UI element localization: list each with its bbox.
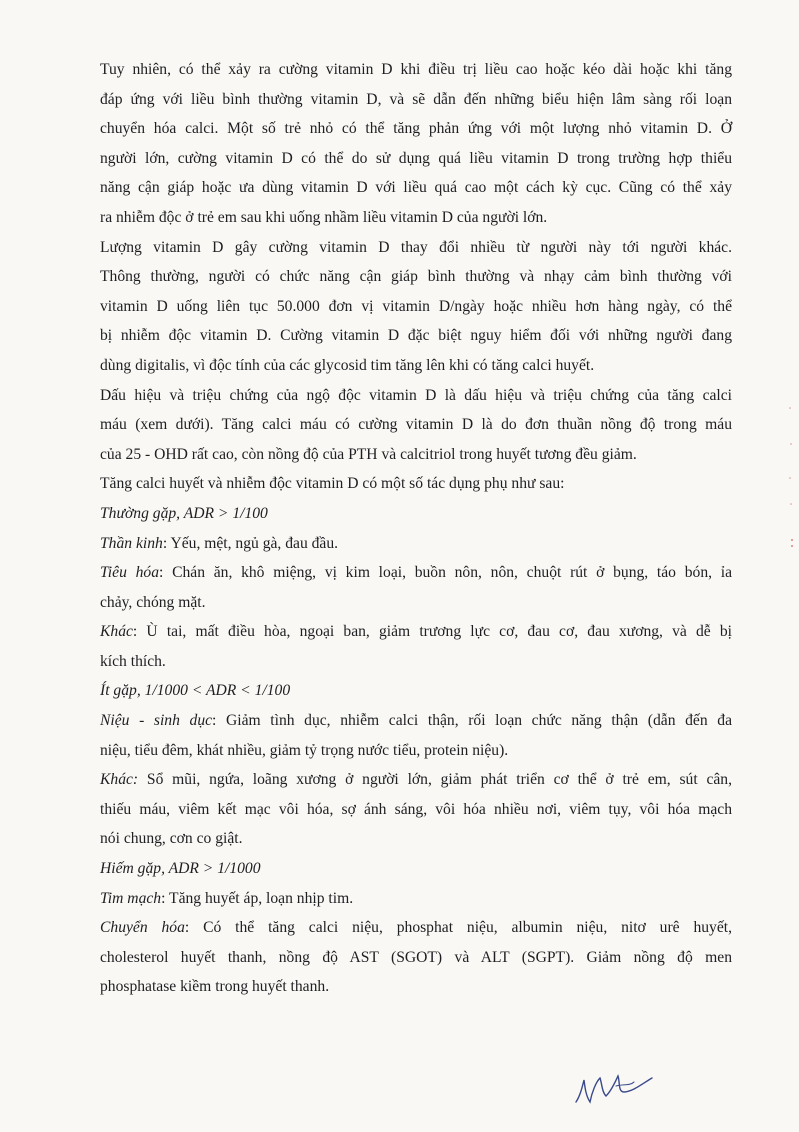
item-other-uncommon	[100, 765, 732, 795]
item-continuation: cholesterol huyết thanh, nồng độ AST (SGOT) và ALT (SGPT). Giảm nồng độ men	[100, 948, 732, 966]
item-text: Sổ mũi, ngứa, loãng xương ở người lớn, giảm phát triển cơ thể ở trẻ em, sút cân,	[138, 771, 732, 789]
item-label: Chuyển hóa	[100, 919, 185, 937]
item-nervous-system	[100, 529, 732, 559]
item-text: : Có thể tăng calci niệu, phosphat niệu, albumin niệu, nitơ urê huyết,	[184, 919, 732, 937]
item-text: : Yếu, mệt, ngủ gà, đau đầu.	[162, 534, 339, 552]
section-heading-uncommon	[100, 676, 732, 706]
item-continuation: nói chung, cơn co giật.	[100, 830, 243, 848]
paragraph-line: người lớn, cường vitamin D có thể do sử dụng quá liều vitamin D trong trường hợp thiểu	[100, 149, 732, 167]
item-label: Tim mạch	[100, 889, 162, 907]
signature-initials	[572, 1066, 672, 1110]
item-text: : Tăng huyết áp, loạn nhịp tim.	[161, 889, 354, 907]
paragraph-line: Tuy nhiên, có thể xảy ra cường vitamin D khi điều trị liều cao hoặc kéo dài hoặc khi tăng	[100, 61, 732, 78]
paragraph-2	[100, 233, 732, 381]
paragraph-line: dùng digitalis, vì độc tính của các glycosid tim tăng lên khi có tăng calci huyết.	[100, 356, 595, 374]
item-label: Khác	[100, 623, 133, 641]
item-genitourinary	[100, 706, 732, 736]
item-other	[100, 617, 732, 647]
item-continuation: phosphatase kiềm trong huyết thanh.	[100, 978, 330, 996]
item-digestive	[100, 558, 732, 588]
paragraph-line: năng cận giáp hoặc ưa dùng vitamin D với liều quá cao một cách kỳ cục. Cũng có thể xảy	[100, 179, 732, 197]
paragraph-line: Thông thường, người có chức năng cận giáp bình thường và nhạy cảm bình thường với	[100, 268, 732, 286]
section-heading-text: Thường gặp, ADR > 1/100	[100, 504, 268, 522]
document-page	[100, 55, 732, 1002]
item-metabolism	[100, 913, 732, 943]
item-label: Tiêu hóa	[100, 564, 159, 582]
paragraph-line: Dấu hiệu và triệu chứng của ngộ độc vitamin D là dấu hiệu và triệu chứng của tăng calci	[100, 386, 732, 404]
section-heading-rare	[100, 854, 732, 884]
item-continuation: kích thích.	[100, 652, 166, 670]
item-continuation: niệu, tiểu đêm, khát nhiều, giảm tỷ trọng nước tiểu, protein niệu).	[100, 741, 509, 759]
edge-marks-decoration	[786, 400, 796, 560]
paragraph-line: của 25 - OHD rất cao, còn nồng độ của PTH và calcitriol trong huyết tương đều giảm.	[100, 445, 637, 463]
item-text: : Ù tai, mất điều hòa, ngoại ban, giảm trương lực cơ, đau cơ, đau xương, và dễ bị	[132, 623, 732, 641]
item-label: Thần kinh	[100, 534, 163, 552]
paragraph-line: ra nhiễm độc ở trẻ em sau khi uống nhầm liều vitamin D của người lớn.	[100, 208, 548, 226]
item-continuation: chảy, chóng mặt.	[100, 593, 206, 611]
item-cardiovascular	[100, 884, 732, 914]
section-heading-text: Ít gặp, 1/1000 < ADR < 1/100	[100, 682, 291, 700]
item-label: Niệu - sinh dục	[100, 712, 213, 730]
paragraph-line: đáp ứng với liều bình thường vitamin D, và sẽ dẫn đến những biểu hiện lâm sàng rối loạn	[100, 90, 732, 108]
paragraph-line: Lượng vitamin D gây cường vitamin D thay đổi nhiều từ người này tới người khác.	[100, 238, 732, 256]
item-text: : Chán ăn, khô miệng, vị kim loại, buồn nôn, nôn, chuột rút ở bụng, táo bón, ỉa	[159, 564, 733, 582]
paragraph-line: chuyển hóa calci. Một số trẻ nhỏ có thể tăng phản ứng với một lượng nhỏ vitamin D. Ở	[100, 120, 732, 138]
item-text: : Giảm tình dục, nhiễm calci thận, rối loạn chức năng thận (dẫn đến đa	[212, 712, 732, 730]
paragraph-3	[100, 381, 732, 470]
section-heading-text: Hiếm gặp, ADR > 1/1000	[100, 860, 261, 878]
paragraph-line: vitamin D uống liên tục 50.000 đơn vị vitamin D/ngày hoặc nhiều hơn hàng ngày, có thể	[100, 297, 732, 315]
item-continuation: thiếu máu, viêm kết mạc vôi hóa, sợ ánh sáng, vôi hóa nhiều nơi, viêm tụy, vôi hóa mạch	[100, 800, 732, 818]
paragraph-line: bị nhiễm độc vitamin D. Cường vitamin D đặc biệt nguy hiểm đối với những người đang	[100, 327, 732, 345]
intro-line: Tăng calci huyết và nhiễm độc vitamin D có một số tác dụng phụ như sau:	[100, 475, 565, 493]
section-heading-common	[100, 499, 732, 529]
paragraph-1	[100, 55, 732, 233]
item-label: Khác:	[100, 771, 139, 789]
paragraph-line: máu (xem dưới). Tăng calci máu có cường vitamin D là do đơn thuần nồng độ trong máu	[100, 416, 732, 434]
